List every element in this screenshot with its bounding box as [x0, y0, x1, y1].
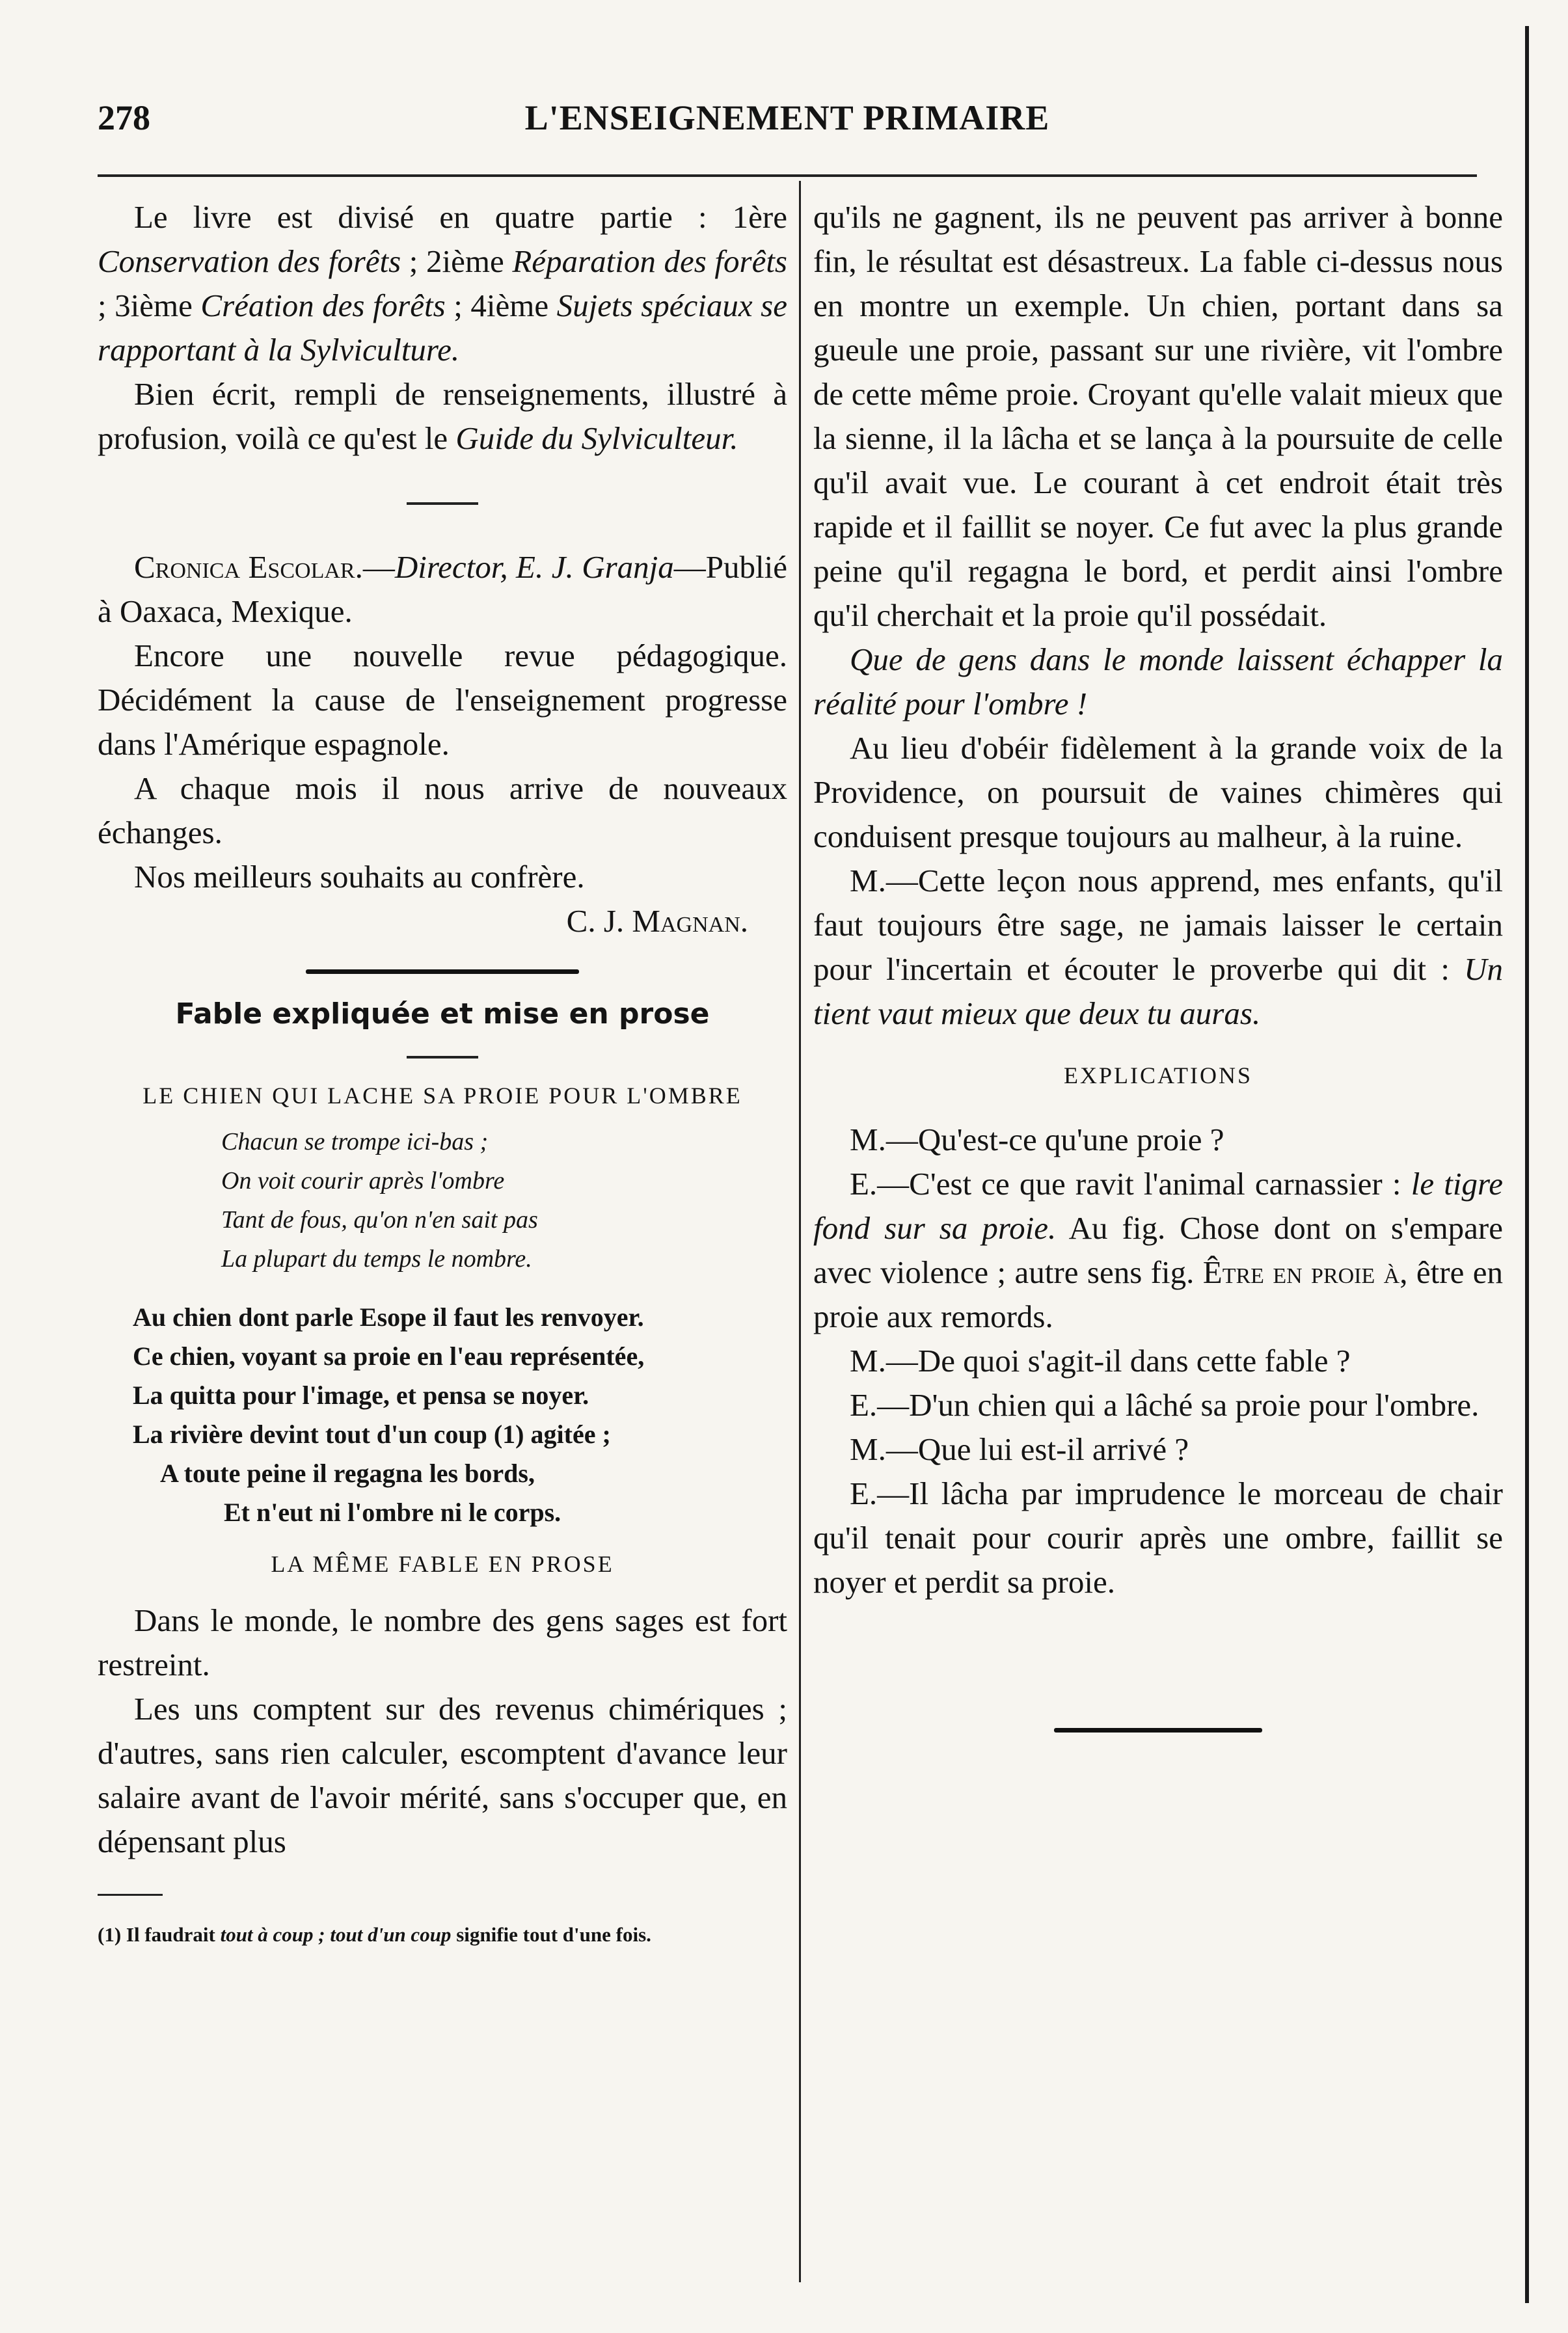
ornament-rule — [306, 969, 579, 974]
prose-title: LA MÊME FABLE EN PROSE — [271, 1551, 614, 1577]
moral-italic: Que de gens dans le monde laissent échapper la réalité pour l'ombre ! — [813, 641, 1503, 721]
question-2: M.—De quoi s'agit-il dans cette fable ? — [850, 1343, 1351, 1379]
epigraph-line: Chacun se trompe ici-bas ; — [221, 1128, 489, 1155]
verse-line: A toute peine il regagna les bords, — [160, 1459, 535, 1488]
question-3: M.—Que lui est-il arrivé ? — [850, 1431, 1189, 1467]
review2-paragraph-2: Encore une nouvelle revue pédagogique. Décidément la cause de l'enseignement progresse dans l'Amérique espagnole. — [98, 638, 787, 762]
answer-1: E.—C'est ce que ravit l'animal carnassier : le tigre fond sur sa proie. Au fig. Chose dont on s'empare avec violence ; autre sens fig. Être en proie à, être en proie aux remords. — [813, 1166, 1504, 1334]
verse-line: Et n'eut ni l'ombre ni le corps. — [224, 1498, 561, 1527]
left-column — [98, 195, 787, 1948]
verse-line: Ce chien, voyant sa proie en l'eau représentée, — [133, 1342, 645, 1371]
right-column — [813, 195, 1503, 1733]
lesson-paragraph: M.—Cette leçon nous apprend, mes enfants, qu'il faut toujours être sage, ne jamais laisser le certain pour l'incertain et écouter le proverbe qui dit : Un tient vaut mieux que deux tu auras. — [813, 863, 1503, 1031]
footnote: (1) Il faudrait tout à coup ; tout d'un coup signifie tout d'une fois. — [98, 1923, 651, 1946]
fable-title: LE CHIEN QUI LACHE SA PROIE POUR L'OMBRE — [142, 1083, 742, 1109]
end-ornament — [1054, 1728, 1262, 1733]
verse-line: La rivière devint tout d'un coup (1) agitée ; — [133, 1420, 611, 1449]
review2-paragraph-3: A chaque mois il nous arrive de nouveaux échanges. — [98, 770, 787, 850]
signature: C. J. Magnan. — [566, 903, 748, 939]
epigraph-line: Tant de fous, qu'on n'en sait pas — [221, 1206, 538, 1234]
prose-paragraph-1: Dans le monde, le nombre des gens sages est fort restreint. — [98, 1602, 787, 1682]
prose-paragraph-3: Au lieu d'obéir fidèlement à la grande voix de la Providence, on poursuit de vaines chimères qui conduisent presque toujours au malheur, à la ruine. — [813, 730, 1503, 854]
header-rule — [98, 174, 1477, 177]
review2-paragraph-4: Nos meilleurs souhaits au confrère. — [134, 859, 585, 895]
question-1: M.—Qu'est-ce qu'une proie ? — [850, 1122, 1224, 1157]
prose-paragraph-2: Les uns comptent sur des revenus chimériques ; d'autres, sans rien calculer, escomptent d'avance leur salaire avant de l'avoir mérité, sans s'occuper que, en dépensant plus — [98, 1691, 787, 1859]
page-edge — [1525, 26, 1529, 2303]
section-title: Fable expliquée et mise en prose — [175, 997, 710, 1031]
answer-2: E.—D'un chien qui a lâché sa proie pour l'ombre. — [850, 1387, 1480, 1423]
answer-3: E.—Il lâcha par imprudence le morceau de chair qu'il tenait pour courir après une ombre, faillit se noyer et perdit sa proie. — [813, 1476, 1503, 1600]
fable-verse — [133, 1298, 787, 1532]
review1-paragraph-2: Bien écrit, rempli de renseignements, illustré à profusion, voilà ce qu'est le Guide du Sylviculteur. — [98, 376, 787, 456]
epigraph — [221, 1122, 787, 1278]
review2-heading: Cronica Escolar.—Director, E. J. Granja—Publié à Oaxaca, Mexique. — [98, 549, 788, 629]
page-header — [98, 98, 1477, 150]
page-number: 278 — [98, 98, 150, 137]
review1-paragraph-1: Le livre est divisé en quatre partie : 1ère Conservation des forêts ; 2ième Réparation des forêts ; 3ième Création des forêts ; 4ième Sujets spéciaux se rapportant à la Sylviculture. — [98, 199, 787, 368]
epigraph-line: La plupart du temps le nombre. — [221, 1245, 532, 1273]
explications-title: EXPLICATIONS — [1063, 1062, 1252, 1088]
verse-line: Au chien dont parle Esope il faut les renvoyer. — [133, 1302, 644, 1332]
verse-line: La quitta pour l'image, et pensa se noyer. — [133, 1381, 589, 1410]
epigraph-line: On voit courir après l'ombre — [221, 1167, 505, 1194]
running-title: L'ENSEIGNEMENT PRIMAIRE — [524, 98, 1050, 137]
prose-continuation: qu'ils ne gagnent, ils ne peuvent pas arriver à bonne fin, le résultat est désastreux. La fable ci-dessus nous en montre un exemple. Un chien, portant dans sa gueule une proie, passant sur une rivière, vit l'ombre de cette même proie. Croyant qu'elle valait mieux que la sienne, il la lâcha et se lança à la poursuite de celle qu'il avait vue. Le courant à cet endroit était très rapide et il faillit se noyer. Ce fut avec la plus grande peine qu'il regagna le bord, et perdit ainsi l'ombre qu'il cherchait et la proie qu'il possédait. — [813, 199, 1503, 633]
column-divider — [799, 181, 801, 2282]
